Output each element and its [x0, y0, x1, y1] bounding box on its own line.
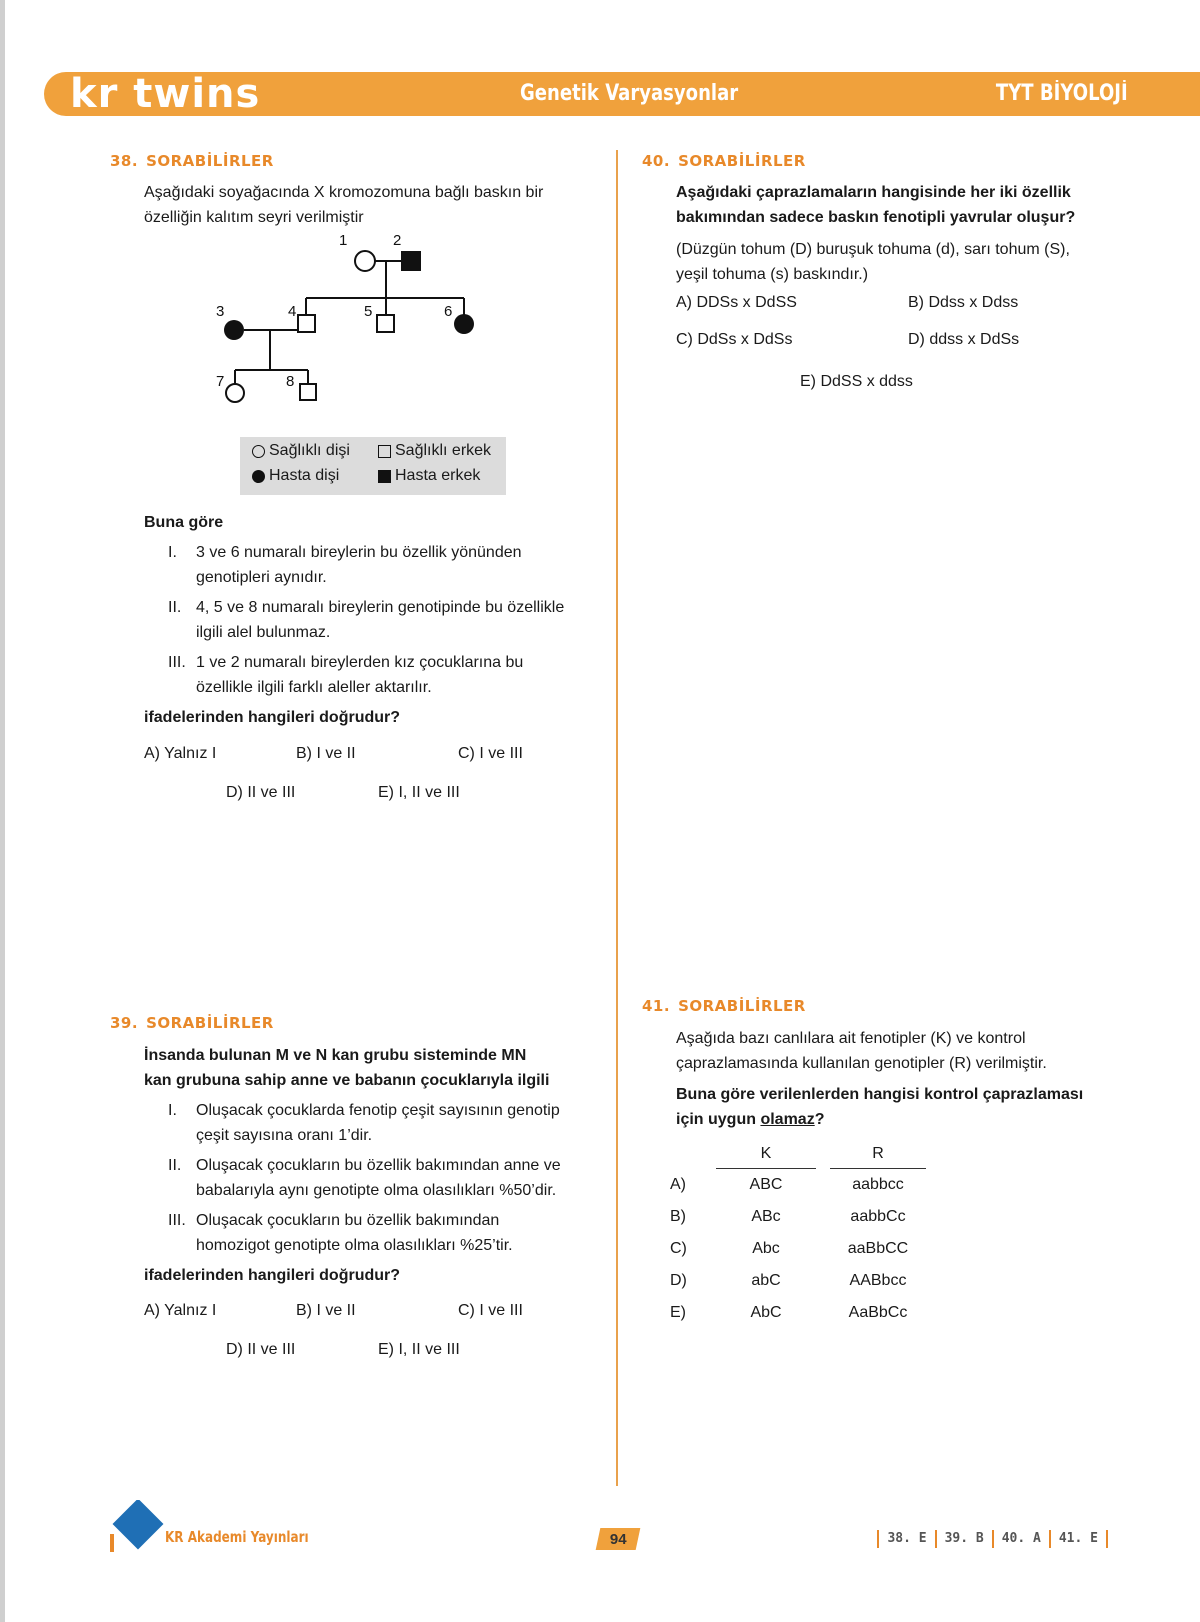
q39-item-3: III. Oluşacak çocukların bu özellik bakımından homozigot genotipte olma olasılıkları %25’tir. — [168, 1212, 513, 1254]
q40-option-a[interactable]: A) DDSs x DdSS — [676, 294, 797, 311]
q39-option-d[interactable]: D) II ve III — [226, 1341, 296, 1358]
pedigree-individual-2 — [401, 251, 421, 271]
table-row[interactable]: E) AbC AaBbCc — [670, 1304, 908, 1321]
kr-twins-logo: kr twins — [70, 71, 261, 117]
q38-intro-1: Aşağıdaki soyağacında X kromozomuna bağlı baskın bir — [144, 184, 544, 201]
q38-question: ifadelerinden hangileri doğrudur? — [144, 709, 401, 726]
pedigree-label-1: 1 — [339, 232, 348, 249]
q39-option-c[interactable]: C) I ve III — [458, 1302, 523, 1319]
pedigree-label-4: 4 — [288, 303, 297, 320]
table-row[interactable]: A) ABC aabbcc — [670, 1175, 904, 1193]
q40-option-e[interactable]: E) DdSS x ddss — [800, 373, 913, 390]
legend-sick-male: Hasta erkek — [378, 467, 480, 485]
q41-intro-2: çaprazlamasında kullanılan genotipler (R) verilmiştir. — [676, 1055, 1047, 1072]
q40-number: 40. — [642, 152, 671, 170]
q38-intro-2: özelliğin kalıtım seyri verilmiştir — [144, 209, 364, 226]
table-row[interactable]: C) Abc aaBbCC — [670, 1240, 909, 1257]
page-number: 94 — [596, 1528, 641, 1550]
q39-item-2: II. Oluşacak çocukların bu özellik bakımından anne ve babalarıyla aynı genotipte olma olasılıkları %50’dir. — [168, 1157, 561, 1199]
q40-option-c[interactable]: C) DdSs x DdSs — [676, 331, 793, 348]
q39-intro-2: kan grubuna sahip anne ve babanın çocuklarıyla ilgili — [144, 1072, 550, 1089]
q40-note-1: (Düzgün tohum (D) buruşuk tohuma (d), sarı tohum (S), — [676, 241, 1070, 258]
pedigree-individual-1 — [355, 251, 375, 271]
q40-label-text: SORABİLİRLER — [678, 152, 806, 170]
pedigree-individual-5 — [377, 315, 394, 332]
publisher-name: KR Akademi Yayınları — [165, 1528, 309, 1546]
q41-label-text: SORABİLİRLER — [678, 997, 806, 1015]
q39-intro-1: İnsanda bulunan M ve N kan grubu sisteminde MN — [144, 1047, 527, 1064]
q38-lead: Buna göre — [144, 514, 224, 531]
pedigree-label-2: 2 — [393, 232, 402, 249]
page-edge — [0, 0, 5, 1622]
column-divider — [616, 150, 618, 1486]
pedigree-individual-7 — [226, 384, 244, 402]
pedigree-chart — [200, 232, 500, 422]
q38-item-1: I. 3 ve 6 numaralı bireylerin bu özellik yönünden genotipleri aynıdır. — [168, 544, 522, 586]
q39-label-text: SORABİLİRLER — [146, 1014, 274, 1032]
q38-option-a[interactable]: A) Yalnız I — [144, 745, 217, 762]
q38-option-e[interactable]: E) I, II ve III — [378, 784, 460, 801]
q40-option-b[interactable]: B) Ddss x Ddss — [908, 294, 1019, 311]
q41-label — [642, 997, 806, 1015]
q40-label — [642, 152, 806, 170]
col-k-header: K — [716, 1140, 816, 1169]
answer-key — [877, 1530, 1108, 1548]
k-r-table — [670, 1140, 926, 1329]
pedigree-individual-8 — [300, 384, 316, 400]
pedigree-individual-3 — [224, 320, 244, 340]
q40-question-2: bakımından sadece baskın fenotipli yavrular oluşur? — [676, 209, 1076, 226]
table-row[interactable]: D) abC AABbcc — [670, 1272, 907, 1289]
q41-number: 41. — [642, 997, 671, 1015]
legend-healthy-male: Sağlıklı erkek — [378, 442, 491, 460]
pedigree-individual-6 — [454, 314, 474, 334]
q38-label — [110, 152, 274, 170]
q41-question-1: Buna göre verilenlerden hangisi kontrol çaprazlaması — [676, 1086, 1084, 1103]
pedigree-individual-4 — [298, 315, 315, 332]
q40-note-2: yeşil tohuma (s) baskındır.) — [676, 266, 869, 283]
q40-option-d[interactable]: D) ddss x DdSs — [908, 331, 1020, 348]
q39-number: 39. — [110, 1014, 139, 1032]
q38-label-text: SORABİLİRLER — [146, 152, 274, 170]
q38-item-3: III. 1 ve 2 numaralı bireylerden kız çocuklarına bu özellikle ilgili farklı aleller aktarılır. — [168, 654, 524, 696]
q39-option-a[interactable]: A) Yalnız I — [144, 1302, 217, 1319]
q41-intro-1: Aşağıda bazı canlılara ait fenotipler (K) ve kontrol — [676, 1030, 1026, 1047]
open-circle-icon — [252, 445, 265, 458]
q39-option-b[interactable]: B) I ve II — [296, 1302, 356, 1319]
q39-question: ifadelerinden hangileri doğrudur? — [144, 1267, 401, 1284]
q40-question-1: Aşağıdaki çaprazlamaların hangisinde her iki özellik — [676, 184, 1071, 201]
q38-option-c[interactable]: C) I ve III — [458, 745, 523, 762]
col-r-header: R — [830, 1140, 926, 1169]
subject-title: TYT BİYOLOJİ — [996, 81, 1128, 106]
answer-41: 41. E — [1049, 1530, 1108, 1548]
answer-39: 39. B — [935, 1530, 992, 1548]
q39-item-1: I. Oluşacak çocuklarda fenotip çeşit sayısının genotip çeşit sayısına oranı 1’dir. — [168, 1102, 560, 1144]
q38-option-b[interactable]: B) I ve II — [296, 745, 356, 762]
legend-healthy-female: Sağlıklı dişi — [252, 442, 350, 460]
olamaz-emphasis: olamaz — [760, 1111, 815, 1128]
answer-40: 40. A — [992, 1530, 1049, 1548]
pedigree-label-8: 8 — [286, 373, 295, 390]
pedigree-label-5: 5 — [364, 303, 373, 320]
table-row[interactable]: B) ABc aabbCc — [670, 1208, 906, 1225]
q38-number: 38. — [110, 152, 139, 170]
q39-label — [110, 1014, 274, 1032]
pedigree-label-3: 3 — [216, 303, 225, 320]
q39-option-e[interactable]: E) I, II ve III — [378, 1341, 460, 1358]
answer-38: 38. E — [877, 1530, 934, 1548]
kr-akademi-logo-icon — [108, 1500, 164, 1556]
q41-question-2: için uygun olamaz? — [676, 1111, 825, 1128]
open-square-icon — [378, 445, 391, 458]
pedigree-label-7: 7 — [216, 373, 225, 390]
pedigree-legend — [240, 437, 506, 495]
pedigree-label-6: 6 — [444, 303, 453, 320]
legend-sick-female: Hasta dişi — [252, 467, 339, 485]
chapter-title: Genetik Varyasyonlar — [520, 81, 739, 106]
q38-item-2: II. 4, 5 ve 8 numaralı bireylerin genotipinde bu özellikle ilgili alel bulunmaz. — [168, 599, 565, 641]
filled-circle-icon — [252, 470, 265, 483]
filled-square-icon — [378, 470, 391, 483]
q38-option-d[interactable]: D) II ve III — [226, 784, 296, 801]
